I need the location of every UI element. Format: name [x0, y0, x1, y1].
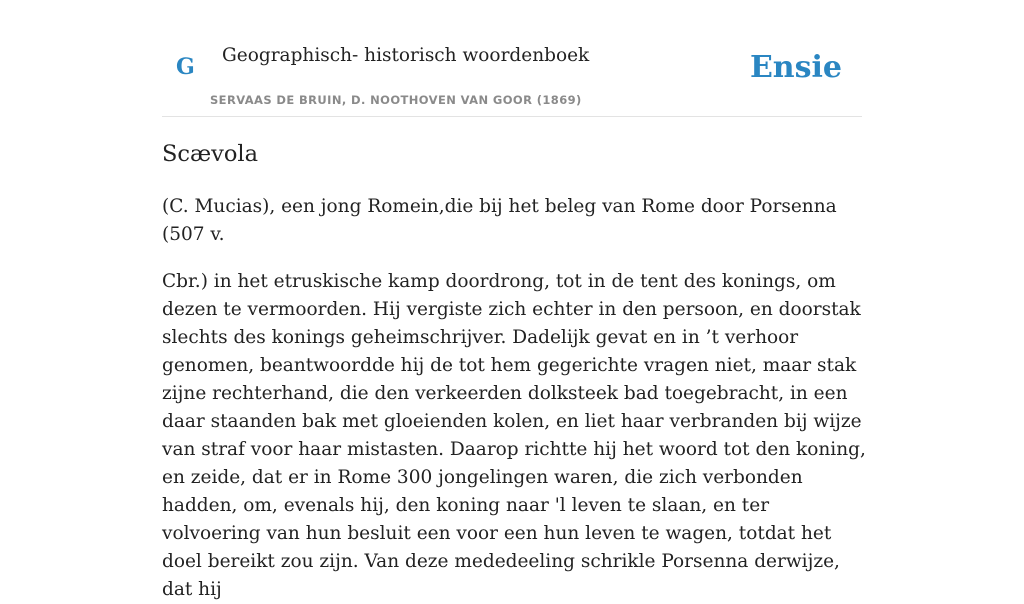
entry-content: [162, 138, 867, 604]
ensie-brand-logo[interactable]: Ensie: [749, 50, 842, 85]
dictionary-author: SERVAAS DE BRUIN, D. NOOTHOVEN VAN GOOR (1869): [210, 93, 582, 107]
entry-paragraph: Cbr.) in het etruskische kamp doordrong, tot in de tent des konings, om dezen te vermoorden. Hij vergiste zich echter in den persoon, en doorstak slechts des konings geheimschrijver. Dadelijk gevat en in ’t verhoor genomen, beantwoordde hij de tot hem gegerichte vragen niet, maar stak zijne rechterhand, die den verkeerden dolksteek bad toegebracht, in een daar staanden bak met gloeienden kolen, en liet haar verbranden bij wijze van straf voor haar mistasten. Daarop richtte hij het woord tot den koning, en zeide, dat er in Rome 300 jongelingen waren, die zich verbonden hadden, om, evenals hij, den koning naar 'l leven te slaan, en ter volvoering van hun besluit een voor een hun leven te wagen, totdat het doel bereikt zou zijn. Van deze mededeeling schrikle Porsenna derwijze, dat hij: [162, 271, 866, 600]
dictionary-title-link[interactable]: Geographisch- historisch woordenboek: [222, 45, 590, 66]
entry-title: Scævola: [162, 141, 259, 167]
dictionary-logo[interactable]: G: [176, 54, 195, 80]
entry-paragraph: (C. Mucias), een jong Romein,die bij het beleg van Rome door Porsenna (507 v.: [162, 196, 837, 245]
site-header: [162, 0, 862, 117]
